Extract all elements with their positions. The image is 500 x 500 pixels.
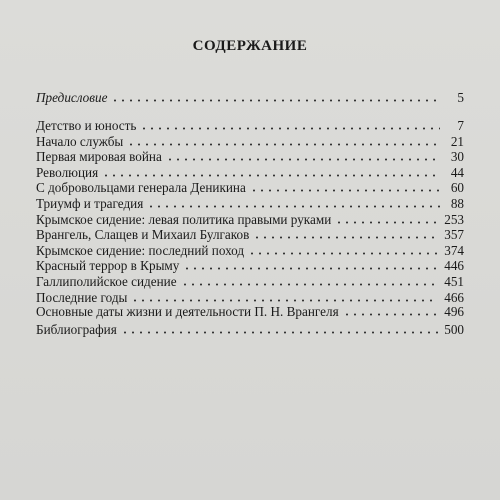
dot-leader [140, 127, 440, 130]
dot-leader [121, 331, 438, 334]
toc-entry-title: Предисловие [36, 90, 108, 105]
dot-leader [147, 205, 440, 208]
toc-entry-page-number: 88 [450, 196, 464, 211]
dot-leader [250, 189, 440, 192]
toc-entry [36, 90, 464, 106]
toc-entry-page-number: 30 [450, 149, 464, 165]
toc-entry-page-number: 7 [457, 118, 464, 133]
toc-entry-page-number: 253 [444, 211, 464, 227]
toc-entry-title: Триумф и трагедия [36, 196, 144, 211]
toc-entry [36, 227, 464, 243]
toc-entry-page-number: 451 [444, 274, 464, 289]
toc-entry [36, 322, 464, 338]
toc-entry-title: Основные даты жизни и деятельности П. Н. Врангеля [36, 304, 339, 319]
dot-leader [181, 283, 439, 286]
page-title: СОДЕРЖАНИЕ [192, 38, 308, 54]
toc-entry [36, 180, 464, 196]
toc-entry-page-number: 5 [457, 90, 464, 105]
toc-entry [36, 258, 464, 274]
dot-leader [248, 252, 438, 255]
toc-entry [36, 304, 464, 320]
toc-entry-page-number: 60 [450, 180, 464, 196]
dot-leader [343, 313, 439, 316]
toc-entry-page-number: 21 [450, 133, 464, 149]
toc-entry-page-number: 496 [444, 304, 464, 319]
toc-entry-title: Первая мировая война [36, 149, 162, 165]
toc-entry-page-number: 500 [444, 322, 464, 337]
toc-entry-title: Библиография [36, 322, 117, 337]
dot-leader [102, 174, 440, 177]
toc-entry-page-number: 357 [444, 227, 464, 243]
dot-leader [111, 99, 440, 102]
dot-leader [131, 299, 438, 302]
toc-entry [36, 149, 464, 165]
toc-entry-title: Последние годы [36, 289, 128, 305]
dot-leader [183, 267, 438, 270]
dot-leader [127, 143, 440, 146]
toc-entry-page-number: 44 [450, 164, 464, 180]
dot-leader [166, 158, 440, 161]
toc-entry [36, 165, 464, 181]
toc-entry-title: Галлиполийское сидение [36, 274, 177, 289]
toc-entry-title: Детство и юность [36, 118, 137, 133]
toc-entry [36, 212, 464, 228]
toc-entry-page-number: 374 [444, 242, 464, 258]
toc-entry-page-number: 446 [444, 258, 464, 274]
toc-entry-title: Революция [36, 164, 99, 180]
toc-entry-title: Крымское сидение: последний поход [36, 242, 245, 258]
dot-leader [335, 221, 438, 224]
dot-leader [253, 236, 438, 239]
toc-entry-title: Крымское сидение: левая политика правыми руками [36, 211, 332, 227]
toc-entry-title: С добровольцами генерала Деникина [36, 180, 246, 196]
toc-entry [36, 134, 464, 150]
toc-entry [36, 118, 464, 134]
toc-entry [36, 274, 464, 290]
toc-entry-title: Красный террор в Крыму [36, 258, 180, 274]
toc-entry [36, 196, 464, 212]
toc-entry-title: Начало службы [36, 133, 124, 149]
toc-entry-page-number: 466 [444, 289, 464, 305]
toc-entry-title: Врангель, Слащев и Михаил Булгаков [36, 227, 250, 243]
toc-entry [36, 243, 464, 259]
